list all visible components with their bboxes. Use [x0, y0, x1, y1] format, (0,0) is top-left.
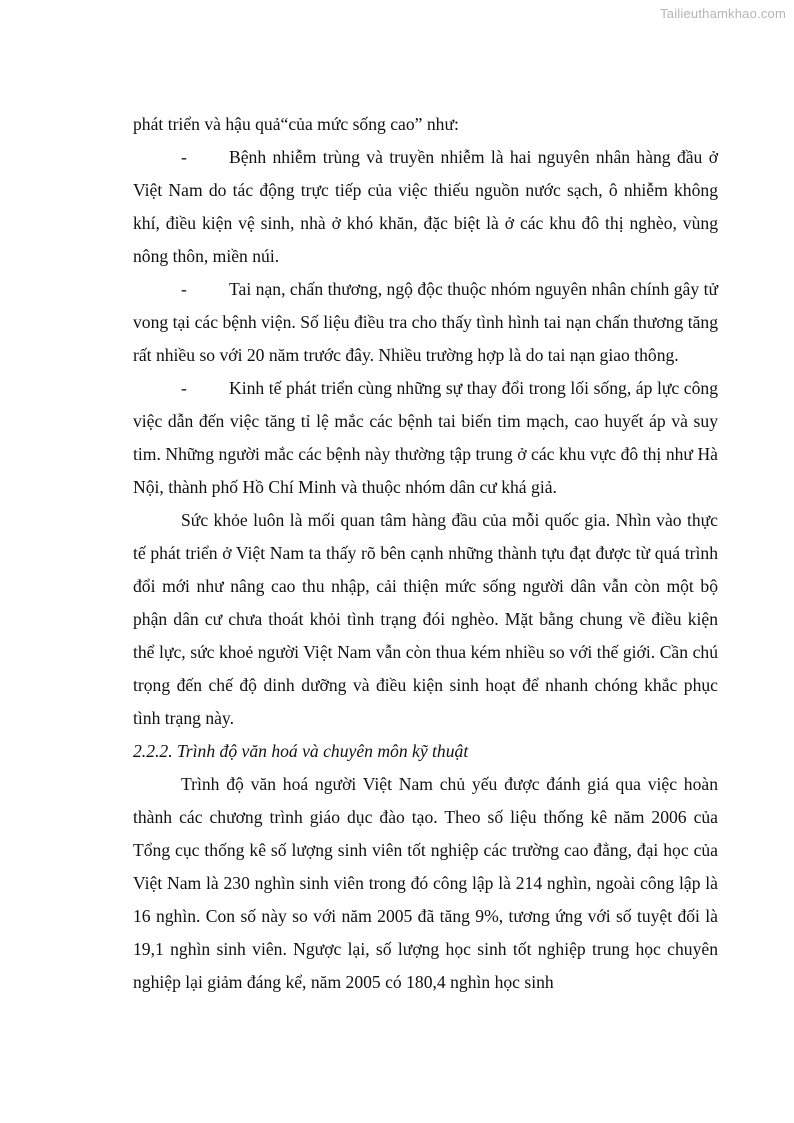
bullet-item-cardiovascular — [133, 372, 718, 504]
bullet-item-infectious-disease — [133, 141, 718, 273]
document-body — [133, 108, 718, 999]
section-heading: 2.2.2. Trình độ văn hoá và chuyên môn kỹ thuật — [133, 741, 469, 761]
bullet-text: Tai nạn, chấn thương, ngộ độc thuộc nhóm nguyên nhân chính gây tử vong tại các bệnh viện. Số liệu điều tra cho thấy tình hình tai nạn chấn thương tăng rất nhiều so với 20 năm trước đây. Nhiều trường hợp là do tai nạn giao thông. — [133, 279, 718, 365]
bullet-dash: - — [181, 378, 187, 398]
paragraph-intro: phát triển và hậu quả“của mức sống cao” như: — [133, 114, 459, 134]
bullet-text: Kinh tế phát triển cùng những sự thay đổi trong lối sống, áp lực công việc dẫn đến việc tăng tỉ lệ mắc các bệnh tai biến tim mạch, cao huyết áp và suy tim. Những người mắc các bệnh này thường tập trung ở các khu vực đô thị như Hà Nội, thành phố Hồ Chí Minh và thuộc nhóm dân cư khá giả. — [133, 378, 718, 497]
watermark-text: Tailieuthamkhao.com — [660, 6, 786, 21]
paragraph-health-concern: Sức khỏe luôn là mối quan tâm hàng đầu của mỗi quốc gia. Nhìn vào thực tế phát triển ở Việt Nam ta thấy rõ bên cạnh những thành tựu đạt được từ quá trình đổi mới như nâng cao thu nhập, cải thiện mức sống người dân vẫn còn một bộ phận dân cư chưa thoát khỏi tình trạng đói nghèo. Mặt bằng chung về điều kiện thể lực, sức khoẻ người Việt Nam vẫn còn thua kém nhiều so với thế giới. Cần chú trọng đến chế độ dinh dưỡng và điều kiện sinh hoạt để nhanh chóng khắc phục tình trạng này. — [133, 510, 718, 728]
bullet-dash: - — [181, 279, 187, 299]
bullet-text: Bệnh nhiễm trùng và truyền nhiễm là hai nguyên nhân hàng đầu ở Việt Nam do tác động trực tiếp của việc thiếu nguồn nước sạch, ô nhiễm không khí, điều kiện vệ sinh, nhà ở khó khăn, đặc biệt là ở các khu đô thị nghèo, vùng nông thôn, miền núi. — [133, 147, 718, 266]
bullet-item-accidents — [133, 273, 718, 372]
paragraph-education-level: Trình độ văn hoá người Việt Nam chủ yếu được đánh giá qua việc hoàn thành các chương trình giáo dục đào tạo. Theo số liệu thống kê năm 2006 của Tổng cục thống kê số lượng sinh viên tốt nghiệp các trường cao đẳng, đại học của Việt Nam là 230 nghìn sinh viên trong đó công lập là 214 nghìn, ngoài công lập là 16 nghìn. Con số này so với năm 2005 đã tăng 9%, tương ứng với số tuyệt đối là 19,1 nghìn sinh viên. Ngược lại, số lượng học sinh tốt nghiệp trung học chuyên nghiệp lại giảm đáng kể, năm 2005 có 180,4 nghìn học sinh — [133, 774, 718, 992]
bullet-dash: - — [181, 147, 187, 167]
